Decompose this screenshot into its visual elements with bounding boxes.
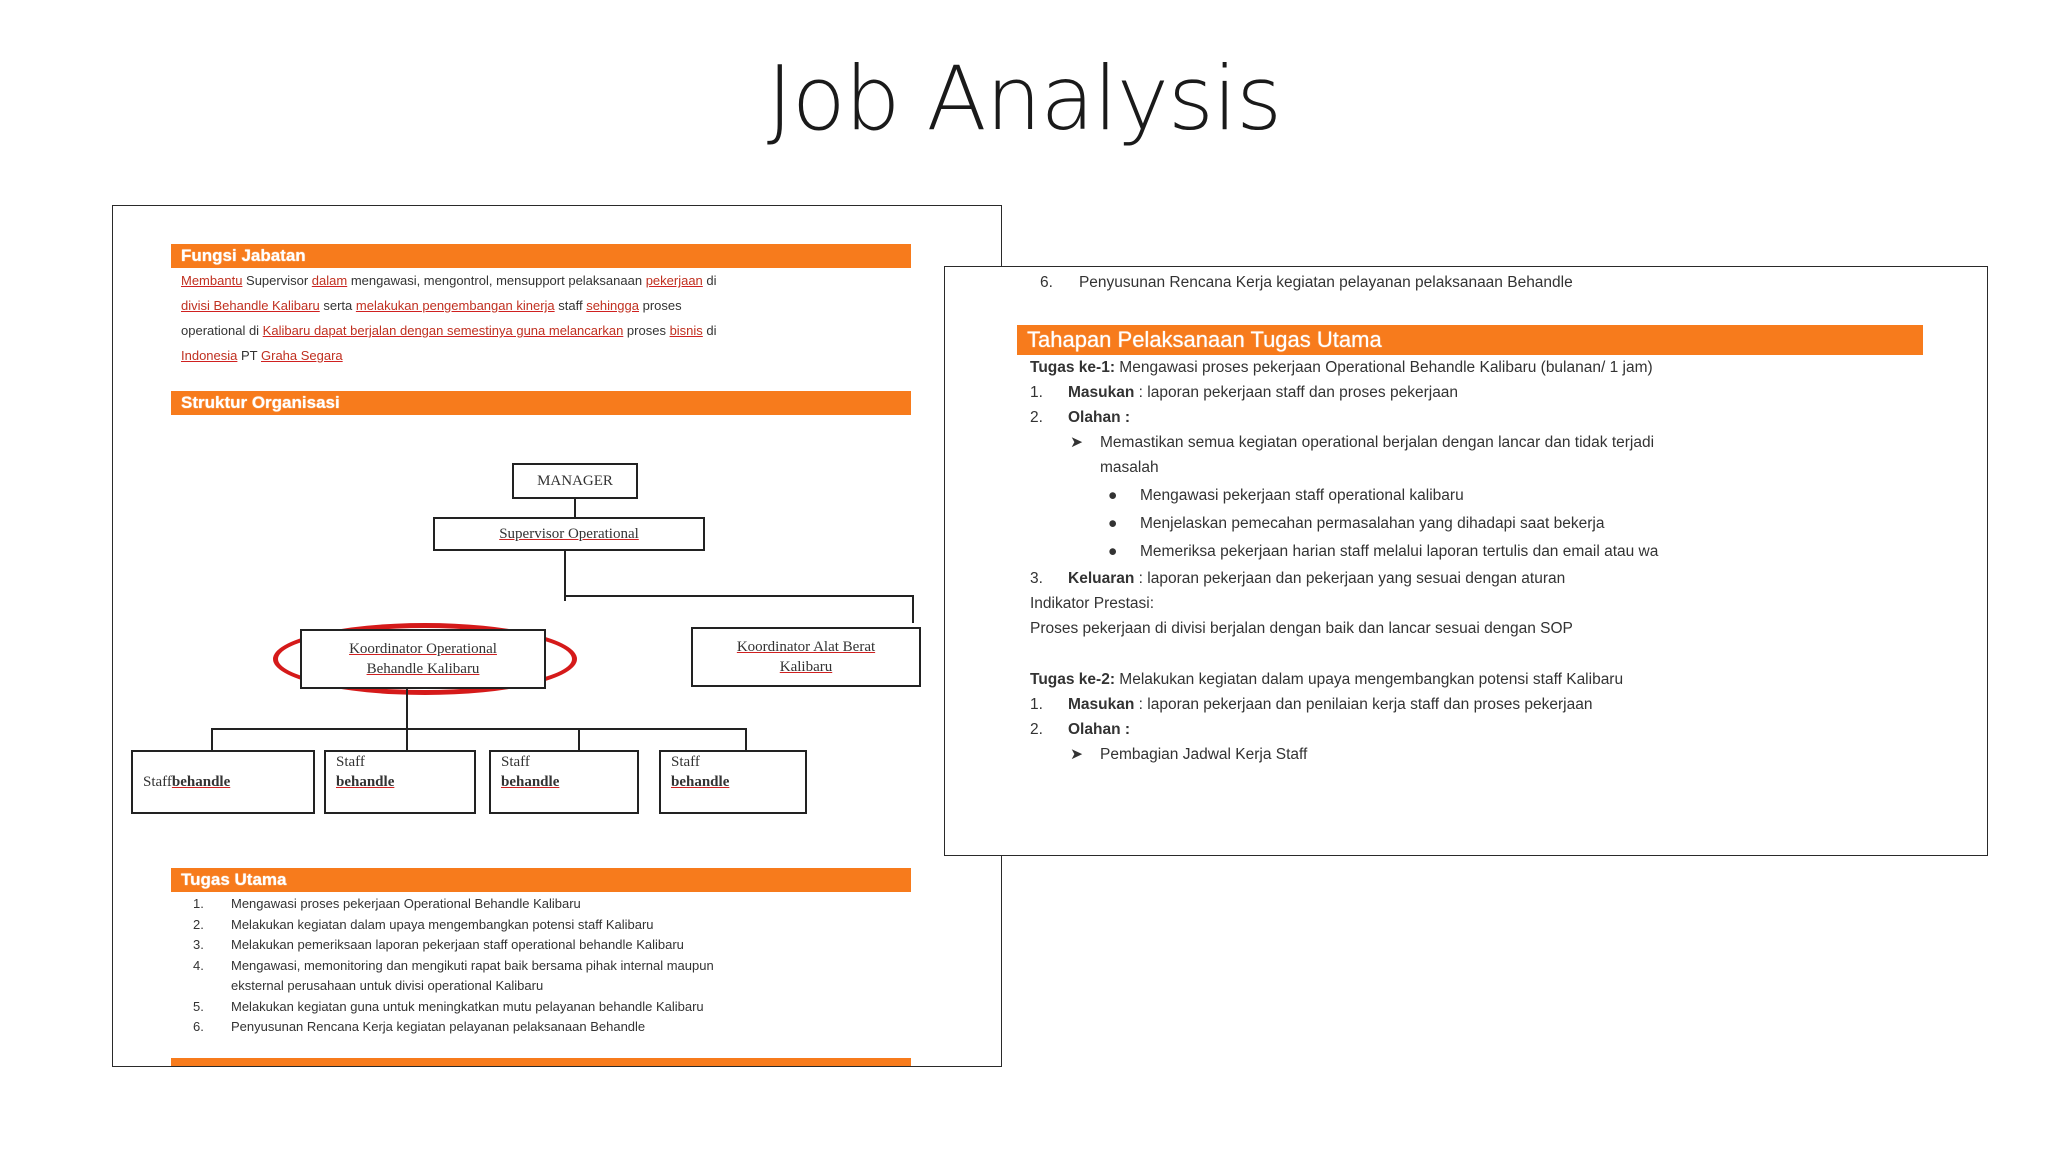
org-connector [578, 728, 580, 750]
list-item-number: 3. [193, 937, 204, 952]
list-item-text: Penyusunan Rencana Kerja kegiatan pelayanan pelaksanaan Behandle [231, 1019, 646, 1034]
list-item [193, 976, 913, 997]
list-item-number: 2. [1030, 409, 1043, 426]
org-box-manager: MANAGER [512, 463, 638, 499]
list-item-text: Mengawasi, memonitoring dan mengikuti rapat baik bersama pihak internal maupun [231, 957, 714, 973]
tugas1-label: Tugas ke-1: [1030, 359, 1115, 376]
org-box-staff-2 [324, 750, 476, 814]
bullet-item [1108, 485, 1464, 507]
org-label-line: behandle [171, 774, 231, 790]
tugas2-arrow-item [1070, 744, 1307, 766]
bullet-item [1108, 541, 1658, 563]
keluaran-label: Keluaran [1068, 570, 1135, 587]
list-item-number: 2. [193, 916, 204, 932]
tugas1-masukan [1030, 382, 1458, 404]
fungsi-text: dalam [311, 273, 348, 288]
org-label-line: Koordinator Operational [349, 641, 497, 657]
fungsi-line-2 [181, 293, 921, 318]
document-page-left [112, 205, 1002, 1067]
arrow-bullet-icon: ➤ [1070, 434, 1083, 451]
org-label-line: behandle [501, 774, 560, 790]
fungsi-text: staff [554, 298, 587, 313]
list-item-text: eksternal perusahaan untuk divisi operational Kalibaru [231, 978, 544, 993]
fungsi-text: Indonesia [181, 348, 238, 363]
list-item-number: 3. [1030, 570, 1043, 587]
list-item [193, 956, 913, 977]
arrow-bullet-icon: ➤ [1070, 746, 1083, 763]
bullet-item-text: Mengawasi pekerjaan staff operational kalibaru [1140, 487, 1464, 504]
masukan-text: : laporan pekerjaan staff dan proses pekerjaan [1134, 384, 1459, 401]
document-page-right [944, 266, 1988, 856]
fungsi-text: di [702, 273, 717, 288]
list-item-number: 5. [193, 998, 204, 1014]
masukan-label: Masukan [1068, 696, 1135, 713]
org-box-staff-1 [131, 750, 315, 814]
tugas1-olahan [1030, 407, 1130, 429]
org-connector [564, 595, 914, 597]
fungsi-text: Kalibaru dapat berjalan dengan semestinya guna melancarkan [262, 323, 624, 338]
fungsi-text: sehingga [586, 298, 639, 313]
fungsi-line-3 [181, 318, 921, 343]
bullet-icon: ● [1108, 487, 1118, 504]
fungsi-text: pekerjaan [645, 273, 703, 288]
indikator-text: Proses pekerjaan di divisi berjalan dengan baik dan lancar sesuai dengan SOP [1030, 620, 1573, 637]
bullet-item-text: Menjelaskan pemecahan permasalahan yang dihadapi saat bekerja [1140, 515, 1605, 532]
org-box-supervisor [433, 517, 705, 551]
tugas2-label: Tugas ke-2: [1030, 671, 1115, 688]
org-label-line: Staff [336, 754, 365, 770]
org-label-line: Staff [143, 774, 172, 790]
org-label-line: Koordinator Alat Berat [736, 639, 876, 655]
org-connector [211, 728, 747, 730]
tugas2-text: Melakukan kegiatan dalam upaya mengembangkan potensi staff Kalibaru [1115, 671, 1624, 688]
org-label-line: Staff [501, 754, 530, 770]
fungsi-text: PT [237, 348, 261, 363]
list-item-text: Melakukan kegiatan guna untuk meningkatkan mutu pelayanan behandle Kalibaru [231, 998, 704, 1014]
section-heading-fungsi: Fungsi Jabatan [171, 244, 911, 268]
tugas1-keluaran [1030, 568, 1565, 590]
org-label-supervisor: Supervisor Operational [499, 526, 639, 542]
org-label-line: behandle [336, 774, 395, 790]
fungsi-text: di [702, 323, 717, 338]
fungsi-paragraph [181, 268, 921, 368]
fungsi-text: serta [319, 298, 356, 313]
org-connector [912, 595, 914, 623]
tugas1-text: Mengawasi proses pekerjaan Operational Behandle Kalibaru (bulanan/ 1 jam) [1115, 359, 1653, 376]
fungsi-text: proses [638, 298, 682, 313]
tugas1-arrow-item-cont: masalah [1100, 459, 1159, 476]
list-item-text: Melakukan kegiatan dalam upaya mengembangkan potensi staff Kalibaru [231, 916, 654, 932]
fungsi-text: operational di [181, 323, 263, 338]
fungsi-text: Graha Segara [261, 348, 343, 363]
fungsi-text: Membantu [181, 273, 243, 288]
list-item-number: 2. [1030, 721, 1043, 738]
tugas1-arrow-item [1070, 432, 1654, 454]
fungsi-text: bisnis [669, 323, 703, 338]
list-item [193, 997, 913, 1018]
list-item-text: Penyusunan Rencana Kerja kegiatan pelayanan pelaksanaan Behandle [1078, 274, 1573, 291]
list-item-number: 6. [193, 1019, 204, 1034]
org-box-staff-4 [659, 750, 807, 814]
tugas2-line [1030, 669, 1623, 691]
list-item-number: 4. [193, 957, 204, 973]
bullet-item-text: Memeriksa pekerjaan harian staff melalui laporan tertulis dan email atau wa [1140, 543, 1659, 560]
org-box-staff-3 [489, 750, 639, 814]
indikator-label: Indikator Prestasi: [1030, 595, 1155, 612]
list-item [193, 894, 913, 915]
bullet-item [1108, 513, 1604, 535]
section-heading-struktur: Struktur Organisasi [171, 391, 911, 415]
list-item-number: 1. [193, 896, 204, 911]
list-item [193, 915, 913, 936]
org-box-koordinator-operational [300, 629, 546, 689]
arrow-item-text: Memastikan semua kegiatan operational berjalan dengan lancar dan tidak terjadi [1100, 434, 1655, 451]
org-connector [406, 689, 408, 733]
list-item-number: 1. [1030, 384, 1043, 401]
tugas2-olahan [1030, 719, 1130, 741]
fungsi-text: proses [623, 323, 670, 338]
fungsi-text: divisi Behandle Kalibaru [181, 298, 320, 313]
section-bar-cutoff [171, 1058, 911, 1067]
olahan-label: Olahan : [1068, 409, 1131, 426]
top-list-item [1040, 272, 1573, 294]
bullet-icon: ● [1108, 515, 1118, 532]
bullet-icon: ● [1108, 543, 1118, 560]
list-item [193, 1017, 913, 1038]
org-connector [564, 551, 566, 601]
org-label-line: behandle [671, 774, 730, 790]
section-heading-tahapan: Tahapan Pelaksanaan Tugas Utama [1017, 325, 1923, 355]
list-item [193, 935, 913, 956]
org-label-line: Behandle Kalibaru [366, 661, 480, 677]
org-connector [574, 499, 576, 517]
org-connector [745, 728, 747, 750]
arrow-item-text: Pembagian Jadwal Kerja Staff [1100, 746, 1308, 763]
fungsi-text: Supervisor [242, 273, 312, 288]
org-label-line: Kalibaru [779, 659, 833, 675]
org-box-koordinator-alat-berat [691, 627, 921, 687]
tugas1-line [1030, 357, 1653, 379]
org-label-line: Staff [671, 754, 700, 770]
tugas-list [193, 894, 913, 1038]
fungsi-line-1 [181, 268, 921, 293]
list-item-text: Mengawasi proses pekerjaan Operational Behandle Kalibaru [231, 896, 581, 911]
fungsi-text: melakukan pengembangan kinerja [355, 298, 555, 313]
list-item-number: 6. [1040, 274, 1053, 291]
fungsi-line-4 [181, 343, 921, 368]
olahan-label: Olahan : [1068, 721, 1131, 738]
tugas2-masukan [1030, 694, 1592, 716]
slide-title: Job Analysis [766, 47, 1282, 150]
org-connector [211, 728, 213, 750]
masukan-label: Masukan [1068, 384, 1135, 401]
list-item-text: Melakukan pemeriksaan laporan pekerjaan staff operational behandle Kalibaru [231, 937, 684, 952]
keluaran-text: : laporan pekerjaan dan pekerjaan yang sesuai dengan aturan [1134, 570, 1566, 587]
list-item-number: 1. [1030, 696, 1043, 713]
section-heading-tugas: Tugas Utama [171, 868, 911, 892]
org-connector [406, 728, 408, 750]
fungsi-text: mengawasi, mengontrol, mensupport pelaksanaan [347, 273, 646, 288]
masukan-text: : laporan pekerjaan dan penilaian kerja staff dan proses pekerjaan [1134, 696, 1593, 713]
